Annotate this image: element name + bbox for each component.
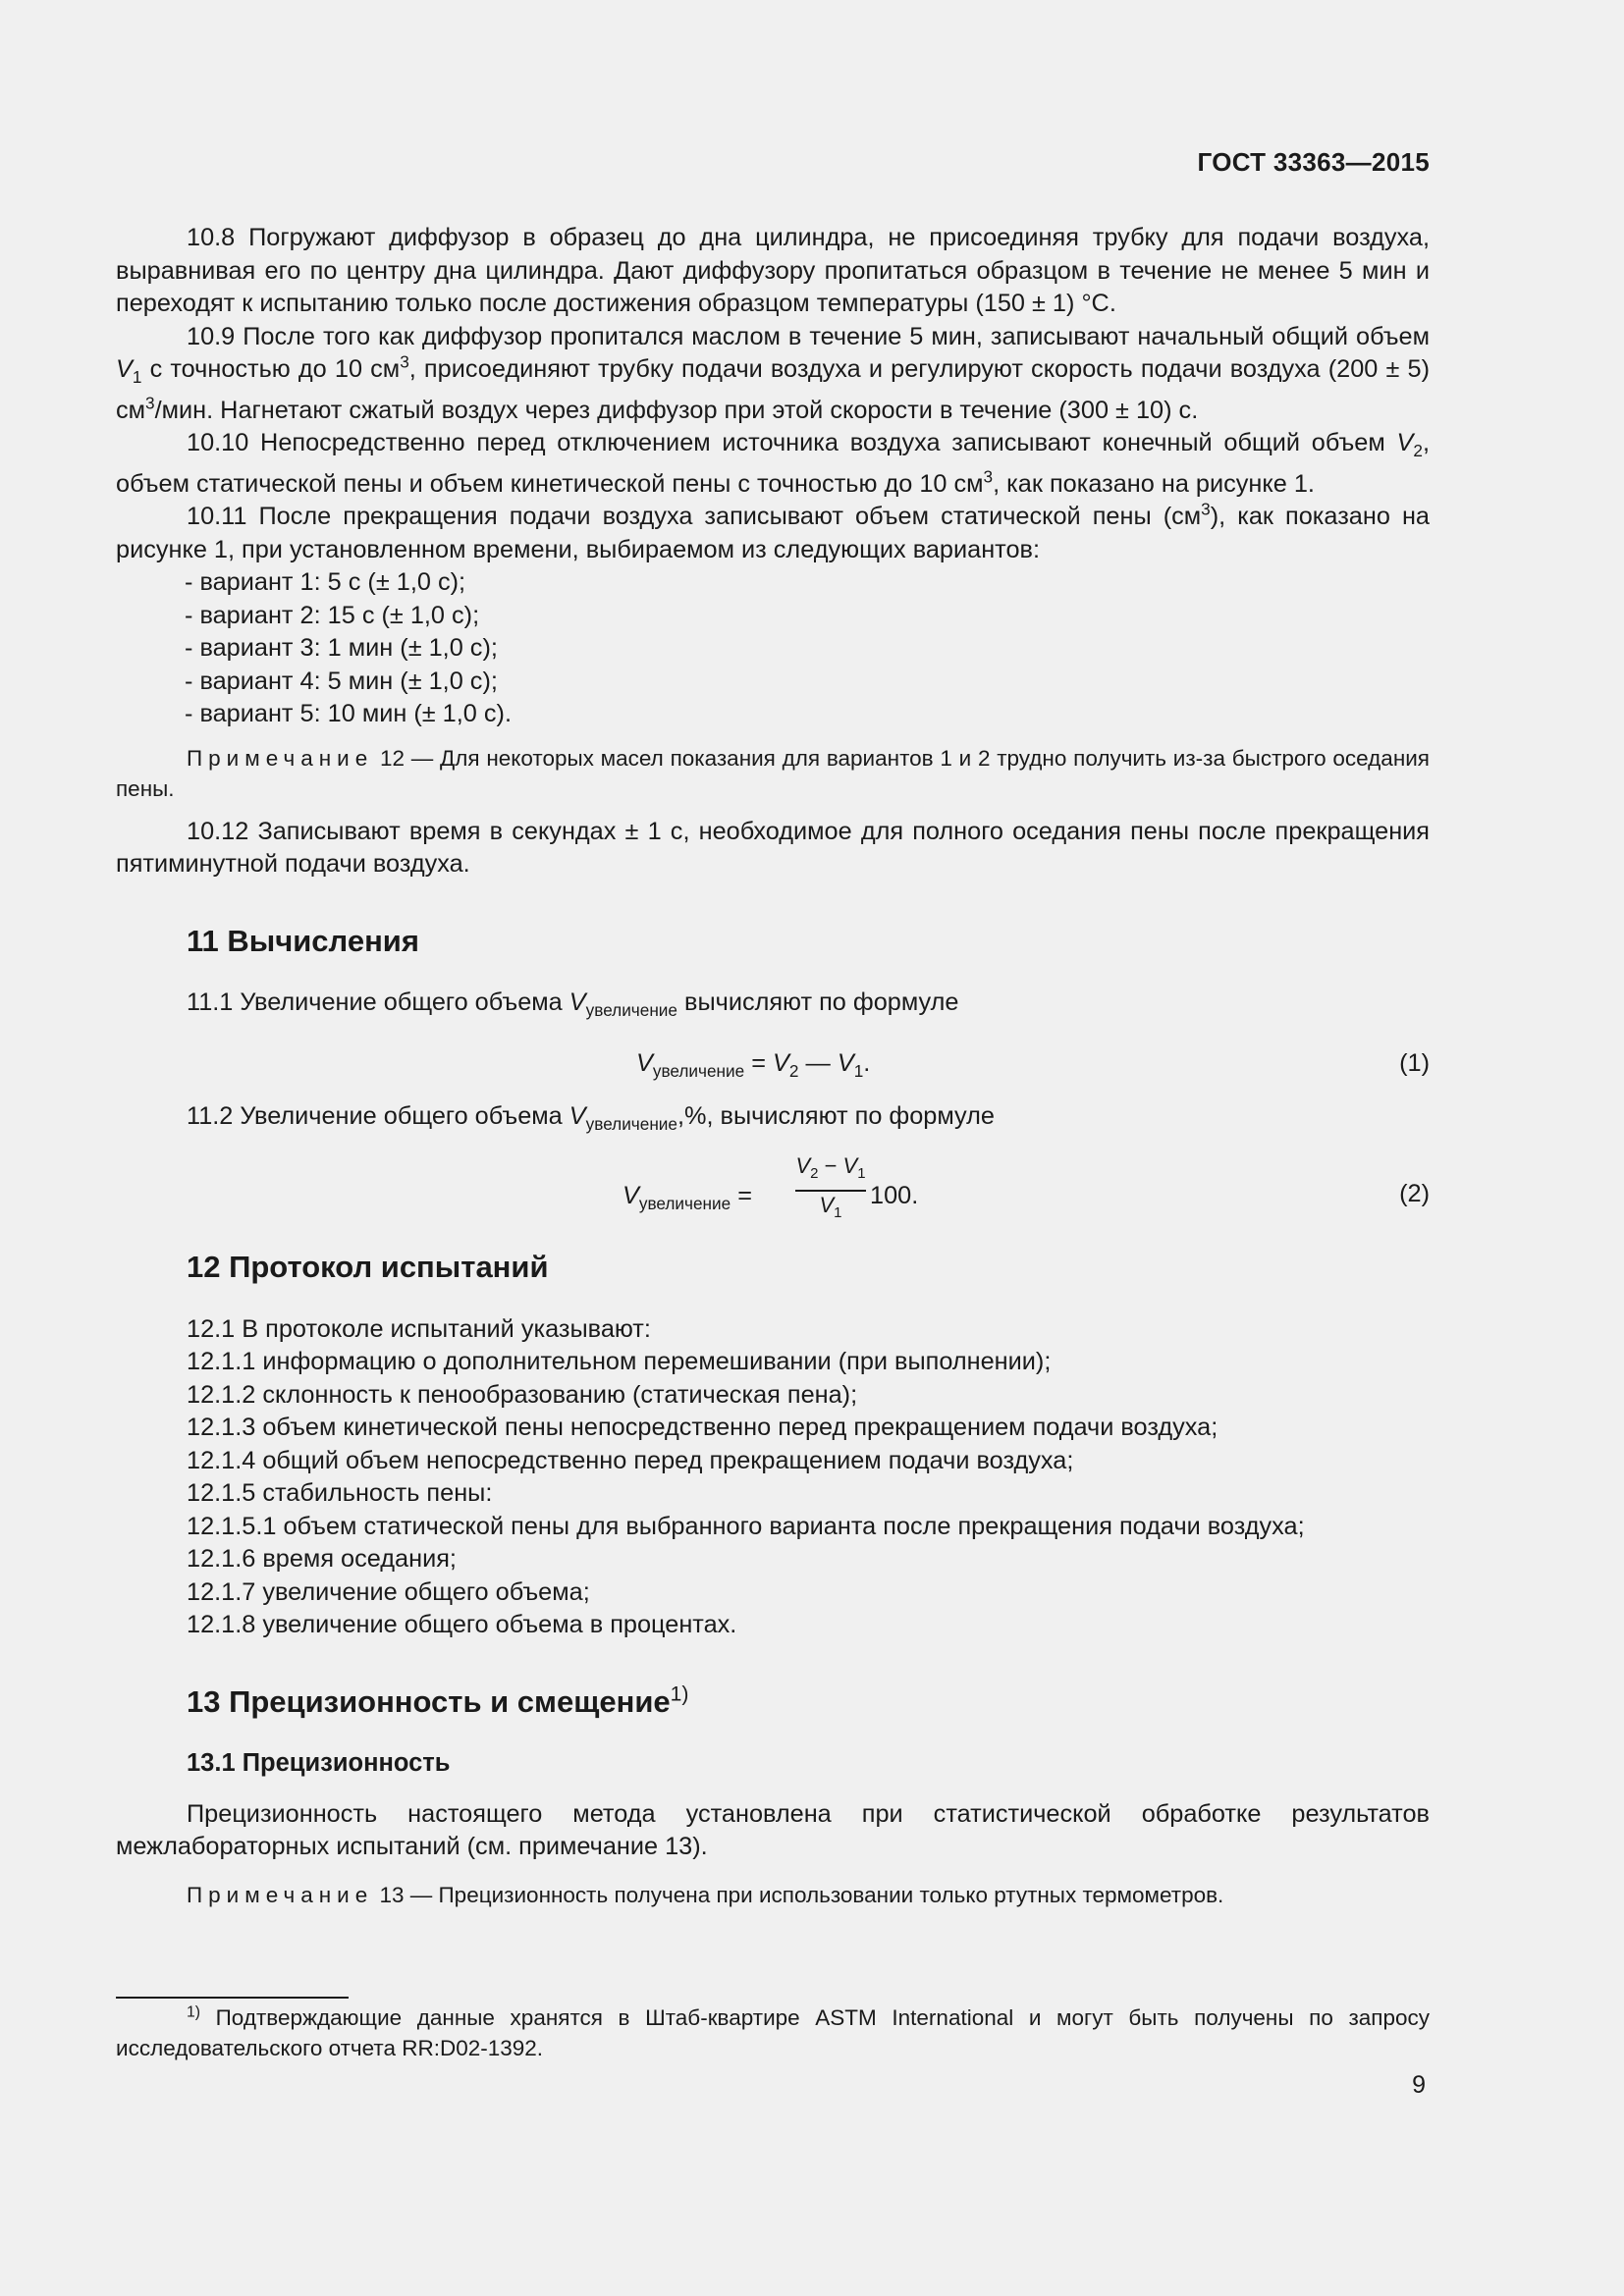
paragraph-10-12: 10.12 Записывают время в секундах ± 1 с, необходимое для полного оседания пены после прекращения пятиминутной подачи воздуха. <box>116 817 1430 879</box>
variant-list <box>116 566 1430 731</box>
section-heading-11: 11 Вычисления <box>187 923 419 958</box>
section-heading-13: 13 Прецизионность и смещение$^{1)}$ <box>187 1682 689 1719</box>
footnote-ref: 1) <box>670 1682 689 1705</box>
list-item: 12.1.7 увеличение общего объема; <box>187 1577 590 1606</box>
list-item: 12.1.5.1 объем статической пены для выбранного варианта после прекращения подачи воздуха; <box>187 1512 1305 1540</box>
footnote-divider <box>116 1997 349 1999</box>
paragraph-13-1: Прецизионность настоящего метода установлена при статистической обработке результатов межлабораторных испытаний (см. примечание 13). <box>116 1799 1430 1861</box>
list-item: 12.1.8 увеличение общего объема в процентах. <box>187 1611 737 1639</box>
page-content <box>116 222 1430 1922</box>
list-item: - вариант 1: 5 с (± 1,0 с); <box>185 568 466 597</box>
fraction-denominator: $V_1$ <box>819 1193 842 1222</box>
protocol-list <box>187 1313 1430 1642</box>
note-12: Примечание 12 — Для некоторых масел показания для вариантов 1 и 2 трудно получить из-за быстрого оседания пены. <box>116 745 1430 801</box>
list-item: 12.1.1 информацию о дополнительном перемешивании (при выполнении); <box>187 1348 1052 1376</box>
paragraph-10-11: 10.11 После прекращения подачи воздуха записывают объем статической пены $(см^3)$, как показано на рисунке 1, при установленном времени, выбираемом из следующих вариантов: <box>116 499 1430 563</box>
formula-1-number: (1) <box>1399 1048 1430 1077</box>
formula-2 <box>116 1150 1430 1237</box>
standard-code: ГОСТ 33363—2015 <box>1197 147 1430 177</box>
formula-1-expression: $V_{увеличение} = V_2$ — $V_1$. <box>636 1048 871 1081</box>
list-item: 12.1.4 общий объем непосредственно перед прекращением подачи воздуха; <box>187 1446 1074 1474</box>
list-item: - вариант 5: 10 мин (± 1,0 с). <box>185 700 512 728</box>
list-item: 12.1 В протоколе испытаний указывают: <box>187 1314 651 1343</box>
fraction-numerator: $V_2 - V_1$ <box>795 1153 866 1183</box>
note-13: Примечание 13 — Прецизионность получена при использовании только ртутных термометров. <box>187 1882 1224 1907</box>
formula-2-lhs: $V_{увеличение}$ = <box>623 1182 753 1214</box>
list-item: 12.1.6 время оседания; <box>187 1545 457 1574</box>
formula-2-fraction <box>791 1150 870 1227</box>
list-item: - вариант 2: 15 с (± 1,0 с); <box>185 601 480 629</box>
footnote: $^{1)}$ Подтверждающие данные хранятся в Штаб-квартире ASTM International и могут быть получены по запросу исследовательского отчета RR:D02-1392. <box>116 2003 1430 2060</box>
paragraph-10-10: 10.10 Непосредственно перед отключением источника воздуха записывают конечный общий объем $V_2$, объем статической пены и объем кинетической пены с точностью до 10 $см^3$, как показано на рисунке 1. <box>116 429 1430 498</box>
list-item: - вариант 4: 5 мин (± 1,0 с); <box>185 667 498 695</box>
subsection-heading-13-1: 13.1 Прецизионность <box>187 1749 451 1778</box>
list-item: - вариант 3: 1 мин (± 1,0 с); <box>185 634 498 663</box>
paragraph-11-2: 11.2 Увеличение общего объема $V_{увеличение},\%$, вычисляют по формуле <box>187 1101 995 1134</box>
list-item: 12.1.5 стабильность пены: <box>187 1479 493 1508</box>
paragraph-10-9: 10.9 После того как диффузор пропитался маслом в течение 5 мин, записывают начальный общий объем $V_1$ с точностью до 10 $см^3$, присоединяют трубку подачи воздуха и регулируют скорость подачи воздуха (200 ± 5) $см^3$/мин. Нагнетают сжатый воздух через диффузор при этой скорости в течение (300 ± 10) с. <box>116 322 1430 424</box>
list-item: 12.1.3 объем кинетической пены непосредственно перед прекращением подачи воздуха; <box>187 1414 1218 1442</box>
formula-2-multiplier: 100. <box>870 1182 919 1210</box>
paragraph-11-1: 11.1 Увеличение общего объема $V_{увеличение}$ вычисляют по формуле <box>187 988 959 1021</box>
formula-2-number: (2) <box>1399 1180 1430 1208</box>
paragraph-10-8: 10.8 Погружают диффузор в образец до дна цилиндра, не присоединяя трубку для подачи воздуха, выравнивая его по центру дна цилиндра. Дают диффузору пропитаться образцом в течение не менее 5 мин и переходят к испытанию только после достижения образцом температуры (150 ± 1) °С. <box>116 224 1430 317</box>
section-heading-12: 12 Протокол испытаний <box>187 1250 549 1285</box>
list-item: 12.1.2 склонность к пенообразованию (статическая пена); <box>187 1380 858 1409</box>
formula-1 <box>116 1040 1430 1089</box>
page-number: 9 <box>1412 2071 1426 2099</box>
